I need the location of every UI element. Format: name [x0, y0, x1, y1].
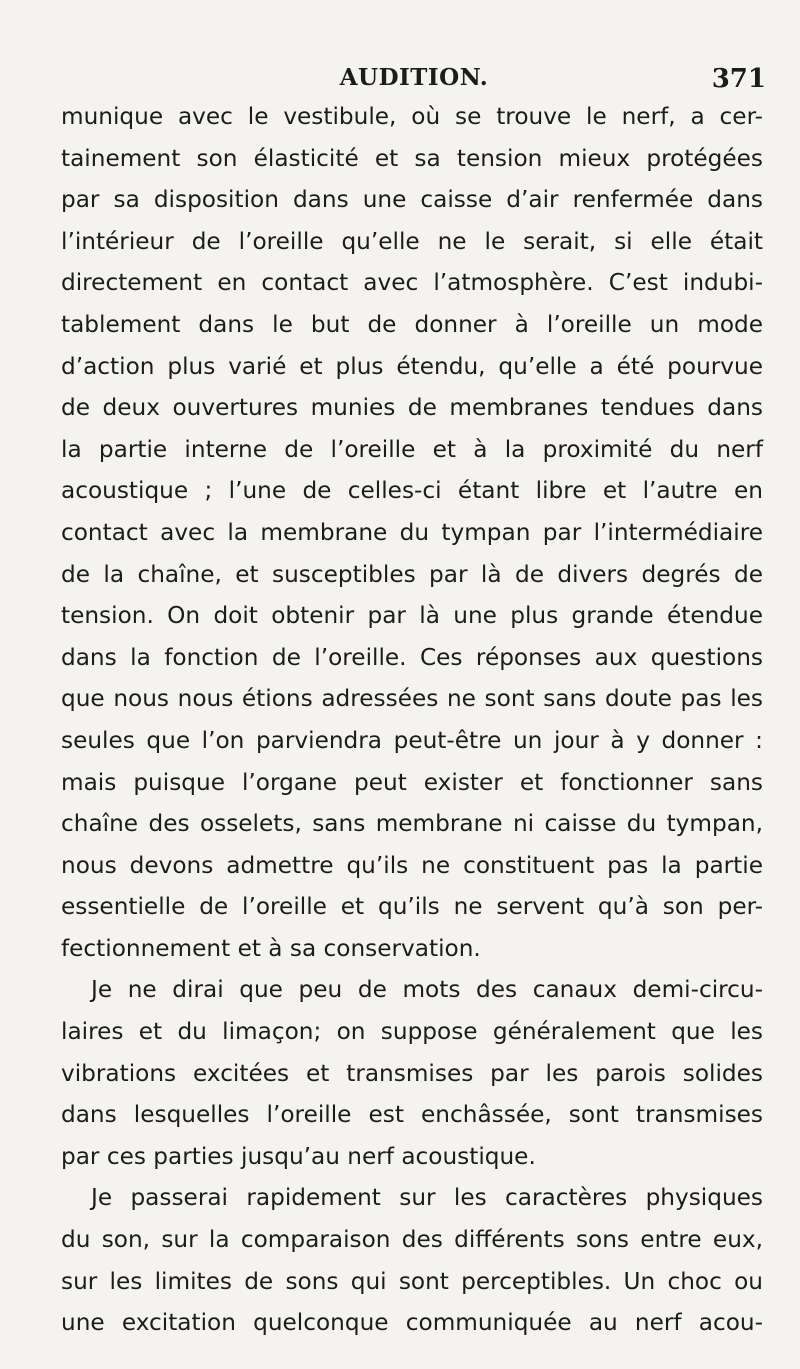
text-line: essentielle de l’oreille et qu’ils ne servent qu’à son per-: [61, 893, 763, 921]
text-line: sur les limites de sons qui sont perceptibles. Un choc ou: [61, 1267, 763, 1295]
text-line: de la chaîne, et susceptibles par là de divers degrés de: [61, 560, 763, 588]
text-line: Je passerai rapidement sur les caractères physiques: [91, 1184, 763, 1212]
text-line: tablement dans le but de donner à l’oreille un mode: [61, 310, 763, 338]
text-line: du son, sur la comparaison des différents sons entre eux,: [61, 1226, 763, 1254]
text-line: l’intérieur de l’oreille qu’elle ne le serait, si elle était: [61, 227, 763, 255]
text-line: laires et du limaçon; on suppose généralement que les: [61, 1018, 763, 1046]
running-head: [62, 64, 766, 94]
text-line: par sa disposition dans une caisse d’air renfermée dans: [61, 186, 763, 214]
text-line: dans la fonction de l’oreille. Ces réponses aux questions: [61, 643, 763, 671]
text-line: tension. On doit obtenir par là une plus grande étendue: [61, 602, 763, 630]
text-line: nous devons admettre qu’ils ne constituent pas la partie: [61, 851, 763, 879]
running-title: AUDITION.: [339, 64, 489, 91]
text-line: tainement son élasticité et sa tension mieux protégées: [61, 144, 763, 172]
text-line: que nous nous étions adressées ne sont sans doute pas les: [61, 685, 763, 713]
text-line: la partie interne de l’oreille et à la proximité du nerf: [61, 435, 763, 463]
text-line: vibrations excitées et transmises par les parois solides: [61, 1059, 763, 1087]
text-line: de deux ouvertures munies de membranes tendues dans: [61, 394, 763, 422]
text-line: chaîne des osselets, sans membrane ni caisse du tympan,: [61, 810, 763, 838]
body-text: [61, 96, 763, 1344]
text-line: seules que l’on parviendra peut-être un jour à y donner :: [61, 726, 763, 754]
text-line: d’action plus varié et plus étendu, qu’elle a été pourvue: [61, 352, 763, 380]
page-number: 371: [711, 64, 766, 94]
text-line: Je ne dirai que peu de mots des canaux demi-circu-: [91, 976, 763, 1004]
text-line: une excitation quelconque communiquée au nerf acou-: [61, 1309, 763, 1337]
text-line: par ces parties jusqu’au nerf acoustique.: [61, 1142, 536, 1170]
text-line: fectionnement et à sa conservation.: [61, 934, 481, 962]
text-line: munique avec le vestibule, où se trouve le nerf, a cer-: [61, 103, 763, 130]
text-line: directement en contact avec l’atmosphère. C’est indubi-: [61, 269, 763, 297]
text-line: contact avec la membrane du tympan par l’intermédiaire: [61, 518, 763, 546]
text-line: dans lesquelles l’oreille est enchâssée, sont transmises: [61, 1101, 763, 1129]
text-line: acoustique ; l’une de celles-ci étant libre et l’autre en: [61, 477, 763, 505]
text-line: mais puisque l’organe peut exister et fonctionner sans: [61, 768, 763, 796]
